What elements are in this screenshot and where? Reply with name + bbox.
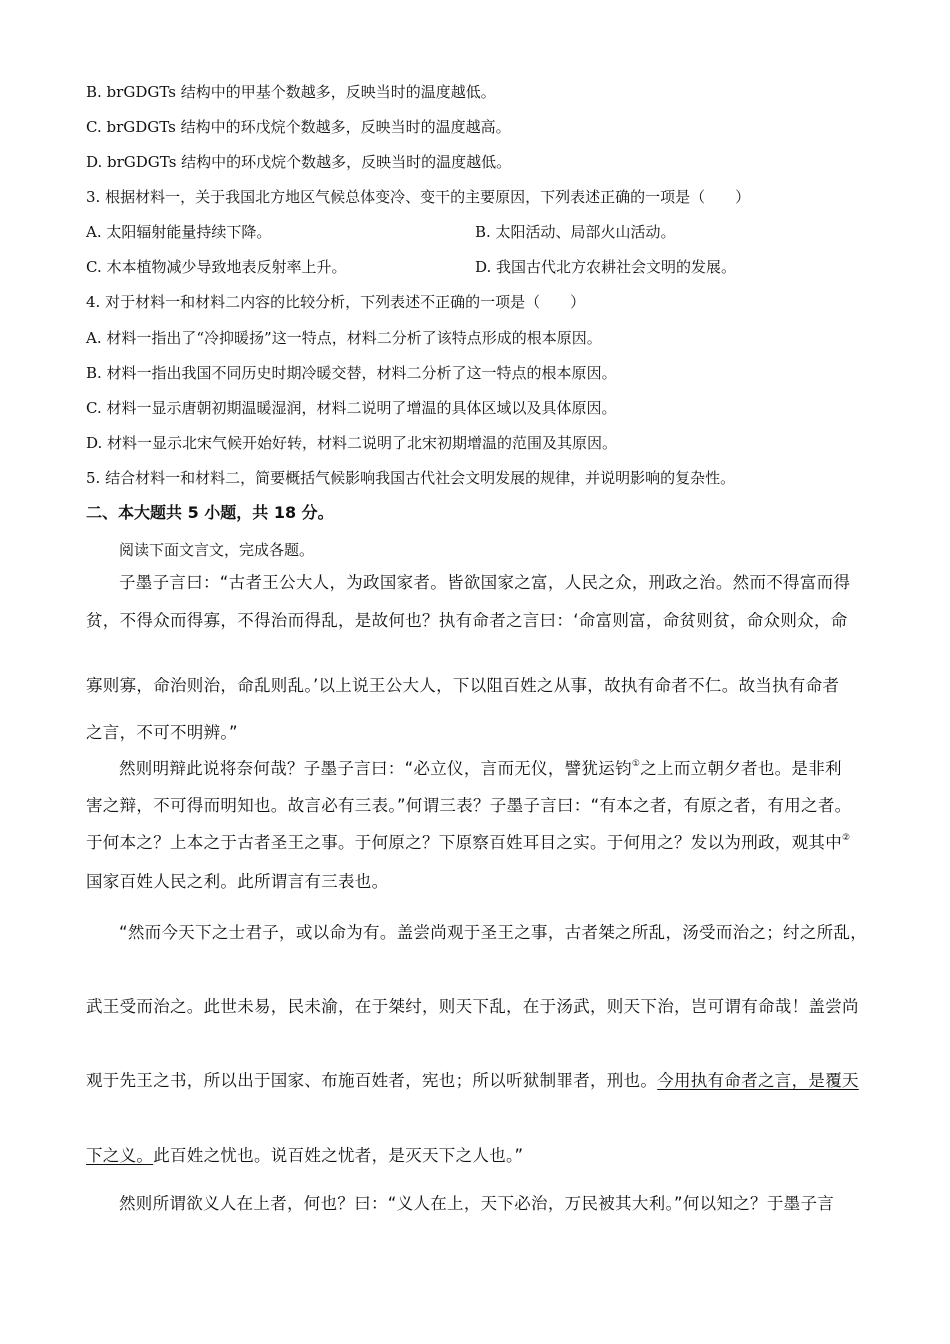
section-heading: 二、本大题共 5 小题，共 18 分。 xyxy=(86,503,334,522)
passage-line: 子墨子言曰：“古者王公大人，为政国家者。皆欲国家之富，人民之众，刑政之治。然而不得富而得 xyxy=(119,573,851,592)
q2-option-b: B. brGDGTs 结构中的甲基个数越多，反映当时的温度越低。 xyxy=(86,83,496,101)
passage-text: 此百姓之忧也。说百姓之忧者，是灭天下之人也。” xyxy=(153,1146,524,1165)
q4-option-c: C. 材料一显示唐朝初期温暖湿润，材料二说明了增温的具体区域以及具体原因。 xyxy=(86,399,617,417)
section-instruction: 阅读下面文言文，完成各题。 xyxy=(119,541,315,559)
passage-line: 然则所谓欲义人在上者，何也？曰：“义人在上，天下必治，万民被其大利。”何以知之？于墨子言 xyxy=(119,1194,835,1213)
passage-line xyxy=(86,1070,859,1092)
passage-line xyxy=(119,758,842,780)
footnote-marker-1: ① xyxy=(631,759,641,769)
passage-text: 然则明辩此说将奈何哉？子墨子言曰：“必立仪，言而无仪，譬犹运钧 xyxy=(119,759,632,778)
q2-option-c: C. brGDGTs 结构中的环戊烷个数越多，反映当时的温度越高。 xyxy=(86,118,511,136)
passage-text: 之上而立朝夕者也。是非利 xyxy=(640,759,842,778)
underlined-sentence: 下之义。 xyxy=(86,1146,154,1165)
passage-line: 武王受而治之。此世未易，民未渝，在于桀纣，则天下乱，在于汤武，则天下治，岂可谓有命哉！盖尝尚 xyxy=(86,997,859,1016)
q4-stem: 4. 对于材料一和材料二内容的比较分析，下列表述不正确的一项是（ ） xyxy=(86,293,586,311)
q5-stem: 5. 结合材料一和材料二，简要概括气候影响我国古代社会文明发展的规律，并说明影响的复杂性。 xyxy=(86,469,736,487)
passage-line: 国家百姓人民之利。此所谓言有三表也。 xyxy=(86,872,389,891)
passage-line: 寡则寡，命治则治，命乱则乱。’以上说王公大人，下以阻百姓之从事，故执有命者不仁。故当执有命者 xyxy=(86,676,840,695)
passage-line: 害之辩，不可得而明知也。故言必有三表。”何谓三表？子墨子言曰：“有本之者，有原之者，有用之者。 xyxy=(86,796,852,815)
passage-text: 观于先王之书，所以出于国家、布施百姓者，宪也；所以听狱制罪者，刑也。 xyxy=(86,1071,658,1090)
q3-option-b: B. 太阳活动、局部火山活动。 xyxy=(475,223,676,241)
passage-line: 贫，不得众而得寡，不得治而得乱，是故何也？执有命者之言曰：‘命富则富，命贫则贫，命众则众，命 xyxy=(86,611,848,630)
passage-line: 之言，不可不明辨。” xyxy=(86,723,238,742)
q2-option-d: D. brGDGTs 结构中的环戊烷个数越多，反映当时的温度越低。 xyxy=(86,153,512,171)
q3-option-a: A. 太阳辐射能量持续下降。 xyxy=(86,223,272,241)
q4-option-a: A. 材料一指出了“冷抑暖扬”这一特点，材料二分析了该特点形成的根本原因。 xyxy=(86,329,602,347)
q3-option-d: D. 我国古代北方农耕社会文明的发展。 xyxy=(475,258,737,276)
q4-option-b: B. 材料一指出我国不同历史时期冷暖交替，材料二分析了这一特点的根本原因。 xyxy=(86,364,617,382)
underlined-sentence: 今用执有命者之言，是覆天 xyxy=(657,1071,859,1090)
q4-option-d: D. 材料一显示北宋气候开始好转，材料二说明了北宋初期增温的范围及其原因。 xyxy=(86,434,618,452)
passage-text: 于何本之？上本之于古者圣王之事。于何原之？下原察百姓耳目之实。于何用之？发以为刑政，观其中 xyxy=(86,833,842,852)
passage-line: “然而今天下之士君子，或以命为有。盖尝尚观于圣王之事，古者桀之所乱，汤受而治之；纣之所乱， xyxy=(119,923,868,942)
footnote-marker-2: ② xyxy=(842,833,851,843)
passage-line xyxy=(86,1145,523,1167)
q3-stem: 3. 根据材料一，关于我国北方地区气候总体变冷、变干的主要原因，下列表述正确的一项是（ ） xyxy=(86,188,751,206)
q3-option-c: C. 木本植物减少导致地表反射率上升。 xyxy=(86,258,347,276)
passage-line xyxy=(86,832,850,854)
